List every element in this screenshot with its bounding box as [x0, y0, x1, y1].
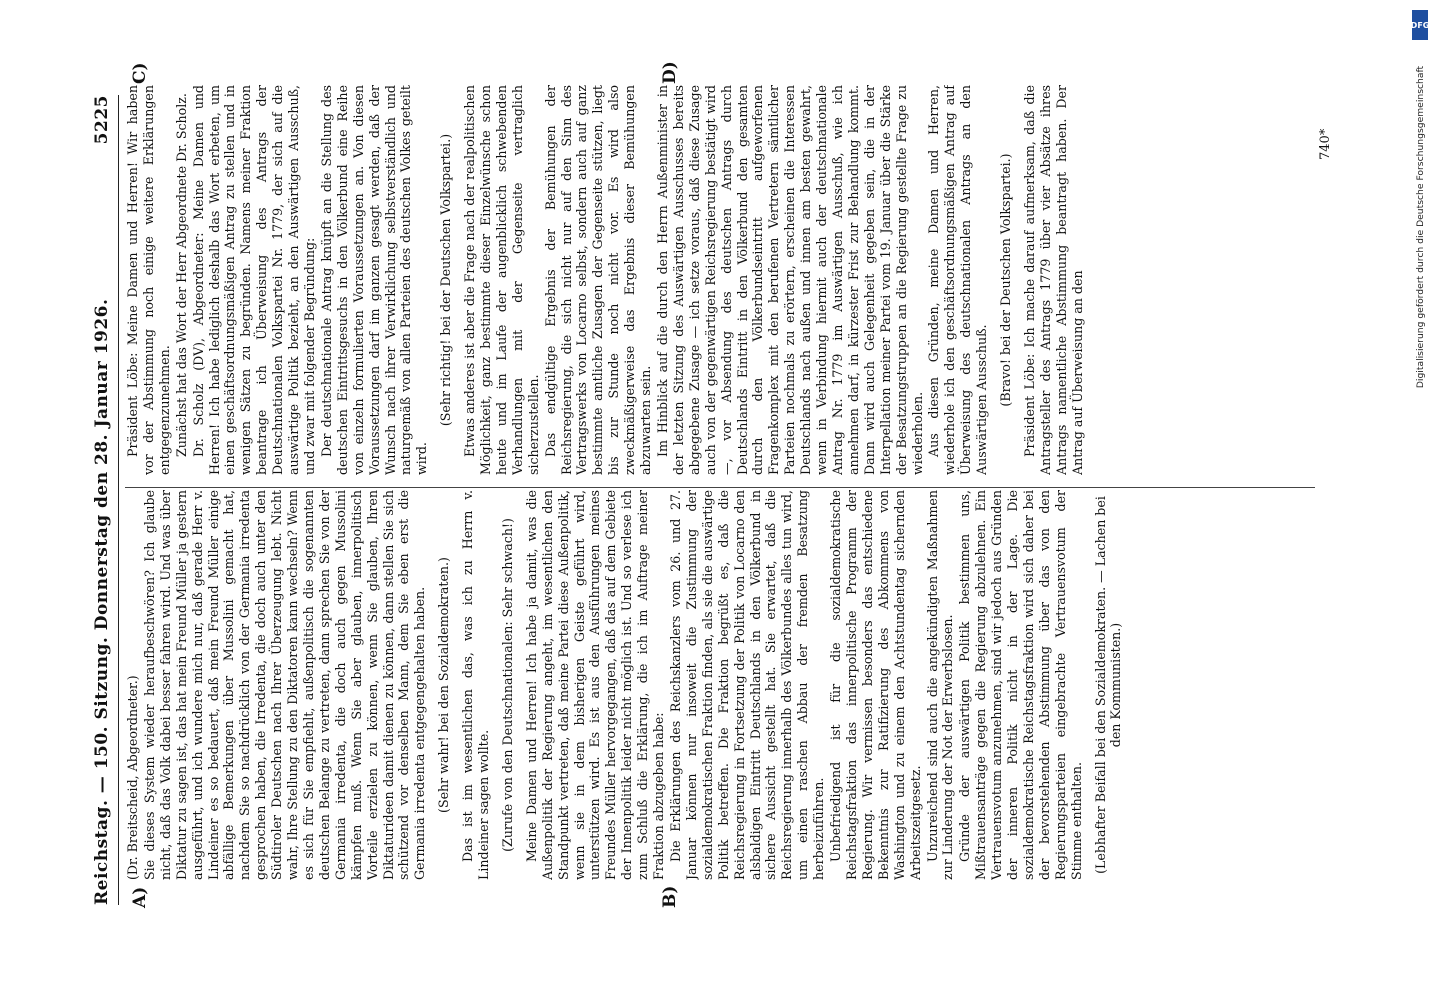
paragraph: Etwas anderes ist aber die Frage nach der realpolitischen Möglichkeit, ganz bestimmte dieser Einzelwünsche schon heute und im Laufe der augenblicklich schwebenden Verhandlungen mit der Gegenseite vertraglich sicherzustellen.: [462, 85, 541, 475]
paragraph: Aus diesen Gründen, meine Damen und Herren, wiederhole ich den geschäftsordnungsmäßigen Antrag auf Überweisung des deutschnationalen Antrags an den Auswärtigen Ausschuß.: [926, 85, 990, 475]
dfg-notice-text: Digitalisierung gefördert durch die Deutsche Forschungsgemeinschaft: [1415, 65, 1426, 389]
paragraph: Das endgültige Ergebnis der Bemühungen der Reichsregierung, die sich nicht nur auf den Sinn des Vertragswerks von Locarno selbst, sondern auch auf ganz bestimmte amtliche Zusagen der Gegenseite stützen, liegt bis zur Stunde noch nicht vor. Es wird also zweckmäßigerweise das Ergebnis dieser Bemühungen abzuwarten sein.: [542, 85, 654, 475]
interjection: (Lebhafter Beifall bei den Sozialdemokraten. — Lachen bei den Kommunisten.): [1092, 496, 1124, 874]
margin-mark-b: B): [660, 885, 680, 908]
paragraph: Meine Damen und Herren! Ich habe ja damit, was die Außenpolitik der Regierung angeht, im wesentlichen den Standpunkt vertreten, daß meine Partei diese Außenpolitik, wenn sie in dem bisherigen Geiste geführt wird, unterstützen wird. Es ist aus den Ausführungen meines Freundes Müller hervorgegangen, daß das auf dem Gebiete der Innenpolitik leider nicht möglich ist. Und so verlese ich zum Schluß die Erklärung, die ich im Auftrage meiner Fraktion abzugeben habe:: [523, 490, 667, 880]
paragraph: Unbefriedigend ist für die sozialdemokratische Reichstagsfraktion das innerpolitische Programm der Regierung. Wir vermissen besonders das entschiedene Bekenntnis zur Ratifizierung des Abkommens von Washington und zu einem den Achtstundentag sichernden Arbeitszeitgesetz.: [828, 490, 923, 880]
interjection: (Zurufe von den Deutschnationalen: Sehr schwach!): [499, 518, 515, 852]
left-column: [125, 490, 1315, 880]
interjection: (Sehr richtig! bei der Deutschen Volkspartei.): [438, 133, 454, 427]
paragraph: Gründe der auswärtigen Politik bestimmen uns, Mißtrauensanträge gegen die Regierung abzulehnen. Ein Vertrauensvotum anzunehmen, sind wir jedoch aus Gründen der inneren Politik nicht in der Lage. Die sozialdemokratische Reichstagsfraktion wird sich daher bei der bevorstehenden Abstimmung über das von den Regierungsparteien eingebrachte Vertrauensvotum der Stimme enthalten.: [957, 490, 1084, 880]
interjection: (Sehr wahr! bei den Sozialdemokraten.): [436, 557, 452, 813]
header-rule: [118, 95, 119, 905]
margin-mark-a: A): [130, 886, 150, 908]
right-column: [125, 85, 1315, 475]
paragraph: Die Erklärungen des Reichskanzlers vom 26. und 27. Januar können nur insoweit die Zustimmung der sozialdemokratischen Fraktion finden, als sie die auswärtige Politik betreffen. Die Fraktion begrüßt es, daß die Reichsregierung in Fortsetzung der Politik von Locarno den alsbaldigen Eintritt Deutschlands in den Völkerbund in sichere Aussicht gestellt hat. Sie erwartet, daß die Reichsregierung innerhalb des Völkerbundes alles tun wird, um einen raschen Abbau der fremden Besatzung herbeizuführen.: [668, 490, 827, 880]
dfg-logo: DFG: [1412, 10, 1428, 40]
paragraph: Dr. Scholz (DV), Abgeordneter: Meine Damen und Herren! Ich habe lediglich deshalb das Wort erbeten, um einen geschäftsordnungsmäßigen Antrag zu stellen und in wenigen Sätzen zu begründen. Namens meiner Fraktion beantrage ich Überweisung des Antrags der Deutschnationalen Volkspartei Nr. 1779, der sich auf die auswärtige Politik bezieht, an den Auswärtigen Ausschuß, und zwar mit folgender Begründung:: [190, 85, 317, 475]
margin-mark-c: C): [130, 62, 150, 84]
paragraph: Präsident Löbe: Meine Damen und Herren! Wir haben vor der Abstimmung noch einige weitere Erklärungen entgegenzunehmen.: [125, 85, 172, 475]
signature-number: 740*: [1318, 128, 1333, 160]
paragraph: Unzureichend sind auch die angekündigten Maßnahmen zur Linderung der Not der Erwerbslosen.: [924, 490, 956, 880]
interjection: (Bravo! bei der Deutschen Volkspartei.): [998, 153, 1014, 407]
paragraph: Zunächst hat das Wort der Herr Abgeordnete Dr. Scholz.: [173, 93, 189, 457]
column-divider: [125, 487, 1315, 488]
running-header: [92, 95, 116, 905]
paragraph: Im Hinblick auf die durch den Herrn Außenminister in der letzten Sitzung des Auswärtigen Ausschusses bereits abgegebene Zusage — ich setze voraus, daß diese Zusage auch von der gegenwärtigen Reichsregierung bestätigt wird —, vor Absendung des deutschen Antrags durch Deutschlands Eintritt in den Völkerbund den gesamten durch den Völkerbundseintritt aufgeworfenen Fragenkomplex mit den berufenen Vertretern sämtlicher Parteien nochmals zu erörtern, erscheinen die Interessen Deutschlands nach außen und innen am besten gewahrt, wenn in Verbindung hiermit auch der deutschnationale Antrag Nr. 1779 im Auswärtigen Ausschuß, wie ich annehmen darf, in kürzester Frist zur Behandlung kommt. Dann wird auch Gelegenheit gegeben sein, die in der Interpellation meiner Partei vom 19. Januar über die Stärke der Besatzungstruppen an die Regierung gestellte Frage zu wiederholen.: [655, 85, 925, 475]
dfg-notice: [1412, 10, 1428, 390]
paragraph: Das ist im wesentlichen das, was ich zu Herrn v. Lindeiner sagen wollte.: [460, 490, 492, 880]
paragraph: Der deutschnationale Antrag knüpft an die Stellung des deutschen Eintrittsgesuchs in den Völkerbund eine Reihe von einzeln formulierten Voraussetzungen an. Von diesen Voraussetzungen darf im ganzen gesagt werden, daß der Wunsch nach ihrer Verwirklichung selbstverständlich und naturgemäß von allen Parteien des deutschen Volkes geteilt wird.: [318, 85, 430, 475]
paragraph: Sie dieses System wieder heraufbeschwören? Ich glaube nicht, daß das Volk dabei besser fahren wird. Und was über Diktatur zu sagen ist, das hat mein Freund Müller ja gestern ausgeführt, und ich wundere mich nur, daß gerade Herr v. Lindeiner es so bedauert, daß mein Freund Müller einige abfällige Bemerkungen über Mussolini gemacht hat, nachdem Sie so nachdrücklich von der Germania irredenta gesprochen haben, die Irredenta, die doch auch unter den Südtiroler Deutschen nach Ihrer Überzeugung lebt. Nicht wahr, Ihre Stellung zu den Diktatoren kann wechseln? Wenn es sich für Sie empfiehlt, außenpolitisch die sogenannten deutschen Belange zu vertreten, dann sprechen Sie von der Germania irredenta, die doch auch gegen Mussolini kämpfen muß. Wenn Sie aber glauben, innerpolitisch Vorteile erzielen zu können, wenn Sie glauben, Ihren Diktaturideen damit dienen zu können, dann stellen Sie sich schützend vor denselben Mann, dem Sie eben erst die Germania irredenta entgegengehalten haben.: [141, 490, 428, 880]
paragraph: Präsident Löbe: Ich mache darauf aufmerksam, daß die Antragsteller des Antrags 1779 über vier Absätze ihres Antrags namentliche Abstimmung beantragt haben. Der Antrag auf Überweisung an den: [1021, 85, 1085, 475]
paragraph: (Dr. Breitscheid, Abgeordneter.): [125, 675, 140, 880]
header-title: Reichstag. — 150. Sitzung. Donnerstag den 28. Januar 1926.: [92, 298, 112, 905]
margin-mark-d: D): [660, 61, 680, 84]
header-page-number: 5225: [92, 95, 112, 145]
